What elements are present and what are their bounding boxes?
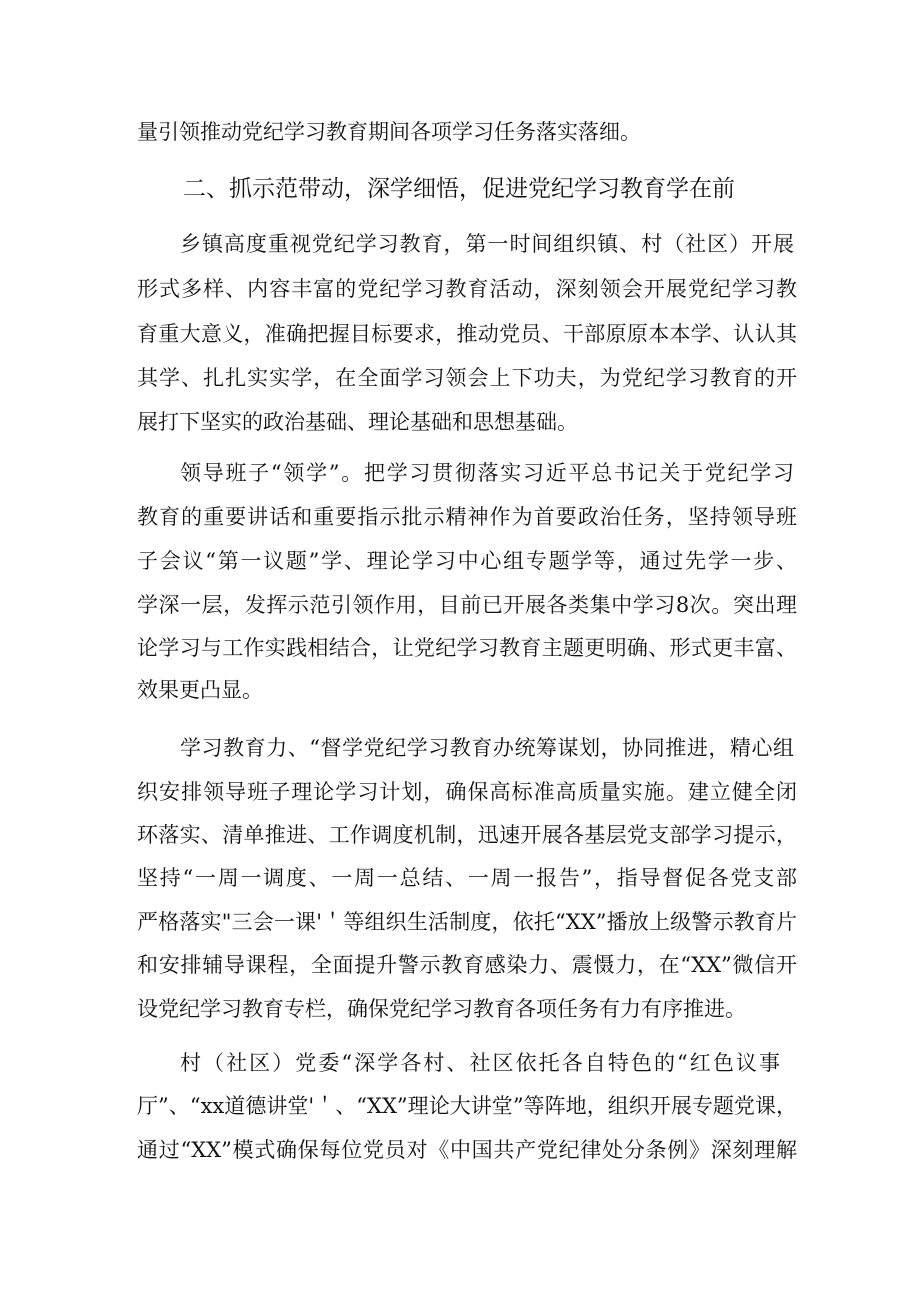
text-line: 学习教育力、“督学党纪学习教育办统筹谋划，协同推进，精心组 [180, 736, 794, 760]
section-heading: 二、抓示范带动，深学细悟，促进党纪学习教育学在前 [183, 176, 735, 202]
text-line: 织安排领导班子理论学习计划，确保高标准高质量实施。建立健全闭 [137, 780, 797, 804]
text-line: 展打下坚实的政治基础、理论基础和思想基础。 [137, 410, 578, 434]
text-line: 环落实、清单推进、工作调度机制，迅速开展各基层党支部学习提示， [137, 823, 797, 847]
text-line: 育重大意义，准确把握目标要求，推动党员、干部原原本本学、认认其 [137, 322, 797, 346]
text-line: 设党纪学习教育专栏，确保党纪学习教育各项任务有力有序推进。 [137, 997, 746, 1021]
text-line: 学深一层，发挥示范引领作用，目前已开展各类集中学习8次。突出理 [137, 593, 797, 617]
text-line: 其学、扎扎实实学，在全面学习领会上下功夫，为党纪学习教育的开 [137, 366, 797, 390]
text-line: 教育的重要讲话和重要指示批示精神作为首要政治任务，坚持领导班 [137, 505, 797, 529]
text-line: 效果更凸显。 [137, 678, 263, 702]
text-line: 乡镇高度重视党纪学习教育，第一时间组织镇、村（社区）开展 [180, 232, 794, 256]
text-line: 量引领推动党纪学习教育期间各项学习任务落实落细。 [137, 120, 641, 144]
text-line: 村（社区）党委“深学各村、社区依托各自特色的“红色议事 [180, 1051, 780, 1075]
text-line: 和安排辅导课程，全面提升警示教育感染力、震慑力，在“XX”微信开 [137, 953, 797, 977]
text-line: 坚持“一周一调度、一周一总结、一周一报告”，指导督促各党支部 [137, 866, 797, 890]
text-line: 子会议“第一议题”学、理论学习中心组专题学等，通过先学一步、 [137, 549, 797, 573]
text-line: 严格落实"三会一课'＇等组织生活制度，依托“XX”播放上级警示教育片 [137, 910, 797, 934]
text-line: 形式多样、内容丰富的党纪学习教育活动，深刻领会开展党纪学习教 [137, 277, 797, 301]
text-line: 通过“XX”模式确保每位党员对《中国共产党纪律处分条例》深刻理解 [137, 1138, 797, 1162]
text-line: 论学习与工作实践相结合，让党纪学习教育主题更明确、形式更丰富、 [137, 636, 797, 660]
text-line: 厅”、“xx道德讲堂'＇、“XX”理论大讲堂”等阵地，组织开展专题党课， [137, 1094, 797, 1118]
text-line: 领导班子“领学”。把学习贯彻落实习近平总书记关于党纪学习 [180, 461, 794, 485]
